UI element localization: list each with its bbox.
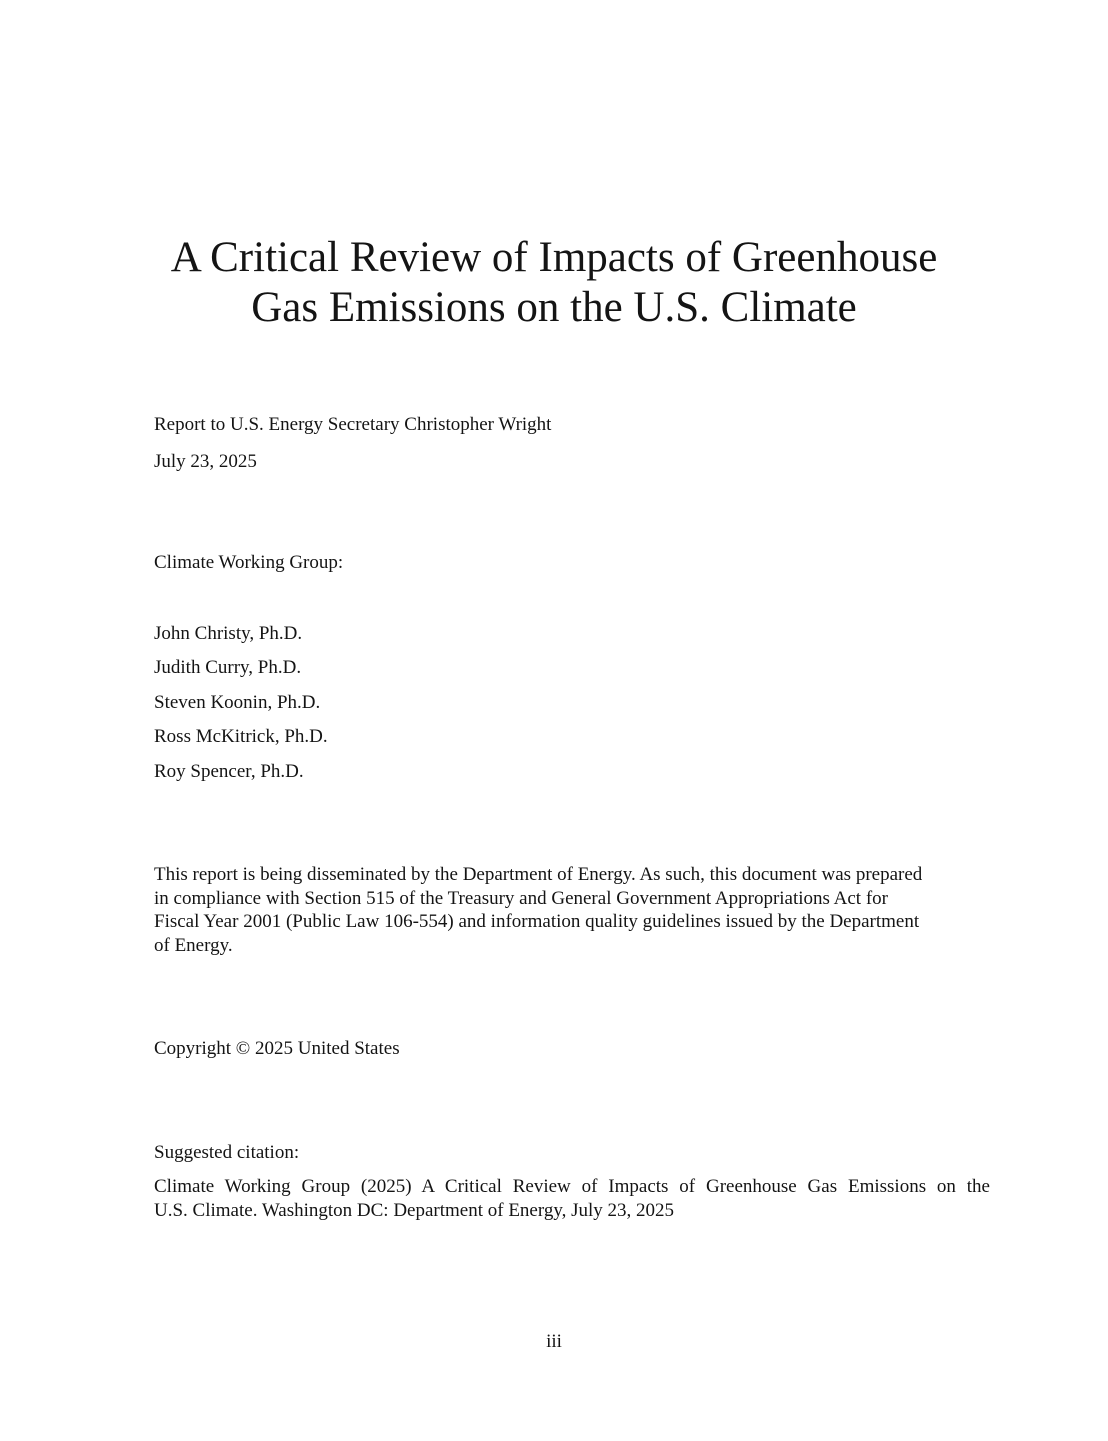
report-title xyxy=(60,233,1048,333)
report-title-line-1: A Critical Review of Impacts of Greenhouse xyxy=(170,234,938,281)
citation-text xyxy=(154,1175,990,1222)
working-group-label: Climate Working Group: xyxy=(154,552,344,573)
dissemination-line: in compliance with Section 515 of the Treasury and General Government Appropriations Act for xyxy=(154,887,888,909)
report-date: July 23, 2025 xyxy=(154,451,257,472)
page-number: iii xyxy=(546,1331,562,1352)
author-name: Steven Koonin, Ph.D. xyxy=(154,692,321,713)
author-name: Ross McKitrick, Ph.D. xyxy=(154,726,328,747)
report-recipient: Report to U.S. Energy Secretary Christopher Wright xyxy=(154,414,552,435)
dissemination-line: Fiscal Year 2001 (Public Law 106-554) and information quality guidelines issued by the Department xyxy=(154,911,920,932)
report-title-line-2: Gas Emissions on the U.S. Climate xyxy=(251,284,857,331)
citation-label: Suggested citation: xyxy=(154,1142,300,1163)
dissemination-statement xyxy=(154,863,1004,957)
author-name: John Christy, Ph.D. xyxy=(154,623,303,644)
dissemination-line: of Energy. xyxy=(154,934,233,956)
citation-line: Climate Working Group (2025) A Critical Review of Impacts of Greenhouse Gas Emissions on the xyxy=(154,1176,990,1197)
copyright-notice: Copyright © 2025 United States xyxy=(154,1038,400,1059)
author-name: Roy Spencer, Ph.D. xyxy=(154,761,304,782)
citation-line: U.S. Climate. Washington DC: Department of Energy, July 23, 2025 xyxy=(154,1199,675,1221)
dissemination-line: This report is being disseminated by the Department of Energy. As such, this document was prepared xyxy=(154,864,923,885)
author-name: Judith Curry, Ph.D. xyxy=(154,657,302,678)
